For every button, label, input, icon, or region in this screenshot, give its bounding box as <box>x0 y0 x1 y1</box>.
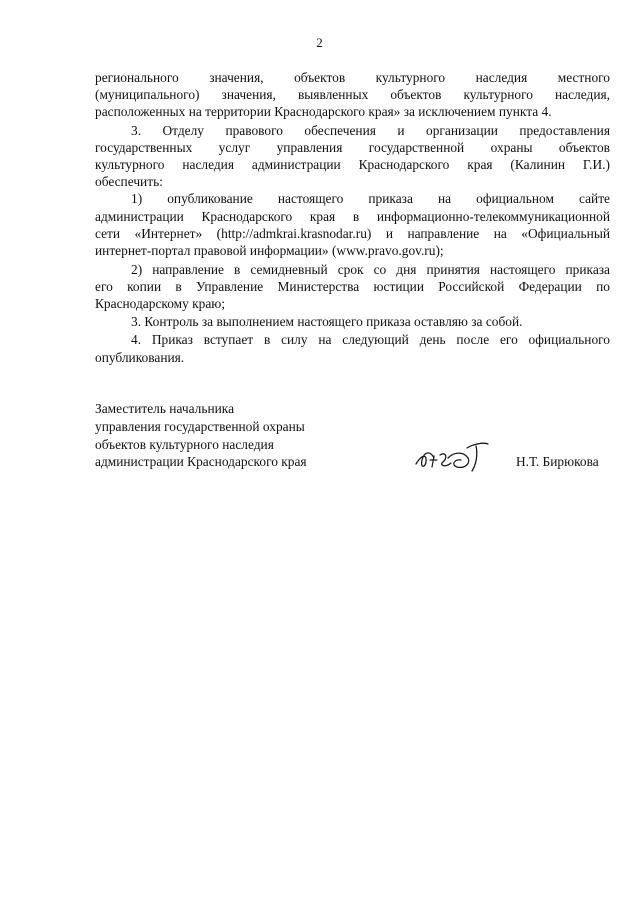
body-line: 3. Контроль за выполнением настоящего приказа оставляю за собой. <box>131 314 523 329</box>
body-line: регионального значения, объектов культурного наследия местного <box>95 70 610 85</box>
signer-position-line: администрации Краснодарского края <box>95 454 307 469</box>
body-line: 4. Приказ вступает в силу на следующий день после его официального <box>131 332 610 347</box>
signer-position-line: управления государственной охраны <box>95 419 305 434</box>
body-line: сети «Интернет» (http://admkrai.krasnodar.ru) и направление на «Официальный <box>95 226 610 241</box>
page-number: 2 <box>316 35 323 50</box>
body-line: культурного наследия администрации Краснодарского края (Калинин Г.И.) <box>95 157 610 172</box>
body-line: его копии в Управление Министерства юстиции Российской Федерации по <box>95 279 610 294</box>
body-line: администрации Краснодарского края в информационно-телекоммуникационной <box>95 209 610 224</box>
body-line: государственных услуг управления государственной охраны объектов <box>95 140 610 155</box>
body-line: обеспечить: <box>95 174 163 189</box>
body-line: 3. Отделу правового обеспечения и организации предоставления <box>131 123 610 138</box>
body-line: расположенных на территории Краснодарского края» за исключением пункта 4. <box>95 104 552 119</box>
body-line: 1) опубликование настоящего приказа на официальном сайте <box>131 191 610 206</box>
body-line: интернет-портал правовой информации» (www.pravo.gov.ru); <box>95 243 444 258</box>
signer-name: Н.Т. Бирюкова <box>516 454 599 469</box>
body-line: Краснодарскому краю; <box>95 296 226 311</box>
body-line: опубликования. <box>95 350 185 365</box>
signer-position-line: Заместитель начальника <box>95 401 235 416</box>
signer-position-line: объектов культурного наследия <box>95 437 274 452</box>
body-line: (муниципального) значения, выявленных объектов культурного наследия, <box>95 87 610 102</box>
handwritten-signature <box>412 440 492 474</box>
body-line: 2) направление в семидневный срок со дня принятия настоящего приказа <box>131 262 610 277</box>
